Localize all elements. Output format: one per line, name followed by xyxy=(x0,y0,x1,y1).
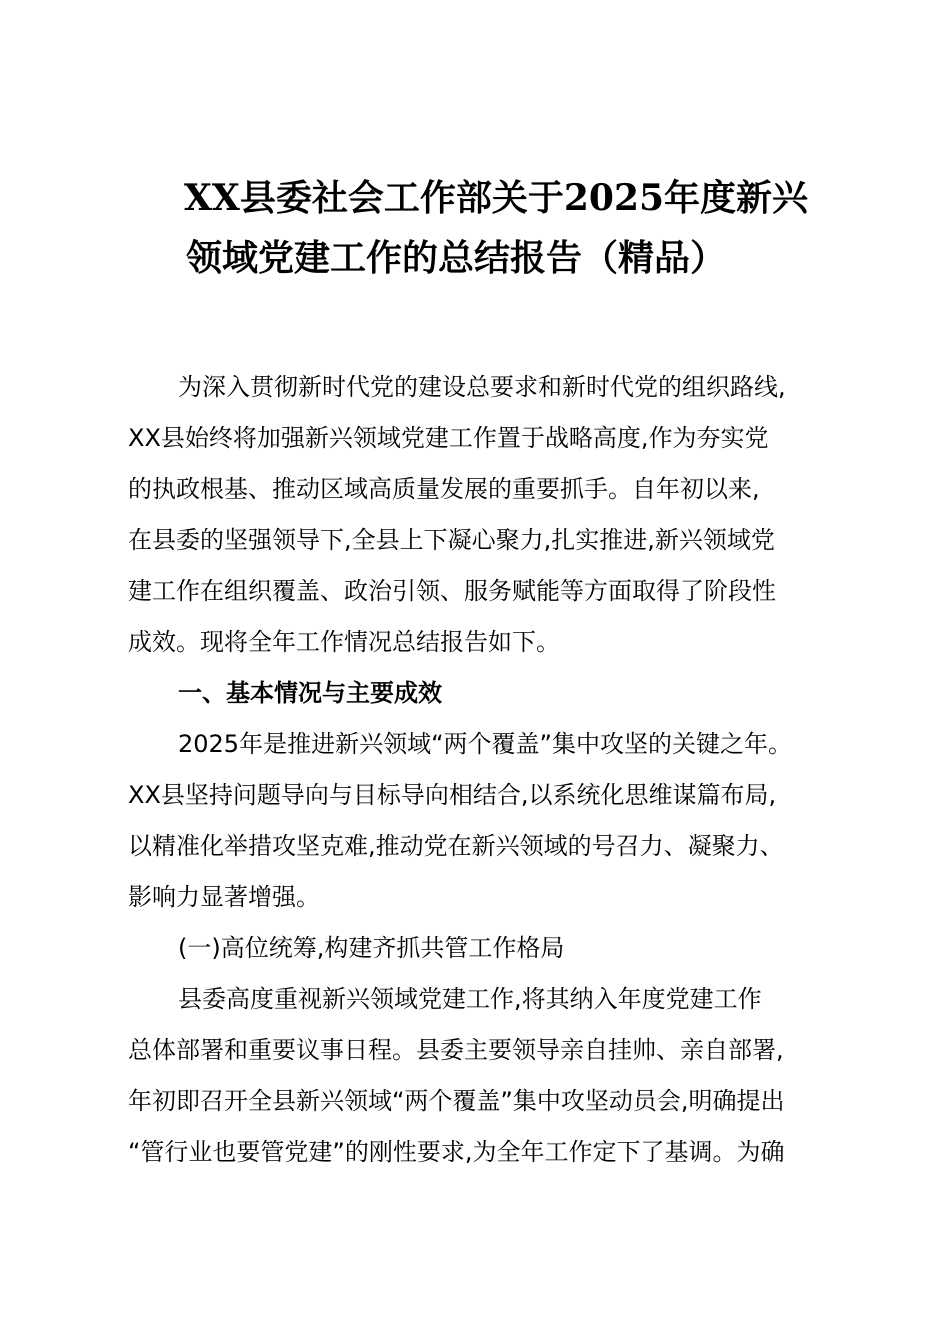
paragraph-section-line: 影响力显著增强。 xyxy=(128,883,320,911)
paragraph-section-line: 2025年是推进新兴领域“两个覆盖”集中攻坚的关键之年。 xyxy=(178,730,792,758)
paragraph-section-line: 以精准化举措攻坚克难,推动党在新兴领域的号召力、凝聚力、 xyxy=(128,832,784,860)
paragraph-intro-line: 在县委的坚强领导下,全县上下凝心聚力,扎实推进,新兴领域党 xyxy=(128,526,775,554)
document-title-line-1: XX县委社会工作部关于2025年度新兴 xyxy=(184,177,809,219)
paragraph-intro-line: 成效。现将全年工作情况总结报告如下。 xyxy=(128,628,560,656)
paragraph-intro-line: 为深入贯彻新时代党的建设总要求和新时代党的组织路线, xyxy=(178,373,786,401)
subsection-heading: (一)高位统筹,构建齐抓共管工作格局 xyxy=(178,934,565,962)
paragraph-subsection-line: 年初即召开全县新兴领域“两个覆盖”集中攻坚动员会,明确提出 xyxy=(128,1087,785,1115)
paragraph-section-line: XX县坚持问题导向与目标导向相结合,以系统化思维谋篇布局, xyxy=(128,781,777,809)
paragraph-subsection-line: 县委高度重视新兴领域党建工作,将其纳入年度党建工作 xyxy=(178,985,762,1013)
document-body xyxy=(128,362,838,1178)
paragraph-subsection-line: 总体部署和重要议事日程。县委主要领导亲自挂帅、亲自部署, xyxy=(128,1036,784,1064)
section-heading: 一、基本情况与主要成效 xyxy=(178,679,442,707)
paragraph-intro-line: 建工作在组织覆盖、政治引领、服务赋能等方面取得了阶段性 xyxy=(128,577,776,605)
paragraph-intro-line: XX县始终将加强新兴领域党建工作置于战略高度,作为夯实党 xyxy=(128,424,769,452)
paragraph-intro-line: 的执政根基、推动区域高质量发展的重要抓手。自年初以来, xyxy=(128,475,760,503)
paragraph-subsection-line: “管行业也要管党建”的刚性要求,为全年工作定下了基调。为确 xyxy=(128,1138,785,1166)
document-title-line-2: 领域党建工作的总结报告（精品） xyxy=(186,237,727,279)
